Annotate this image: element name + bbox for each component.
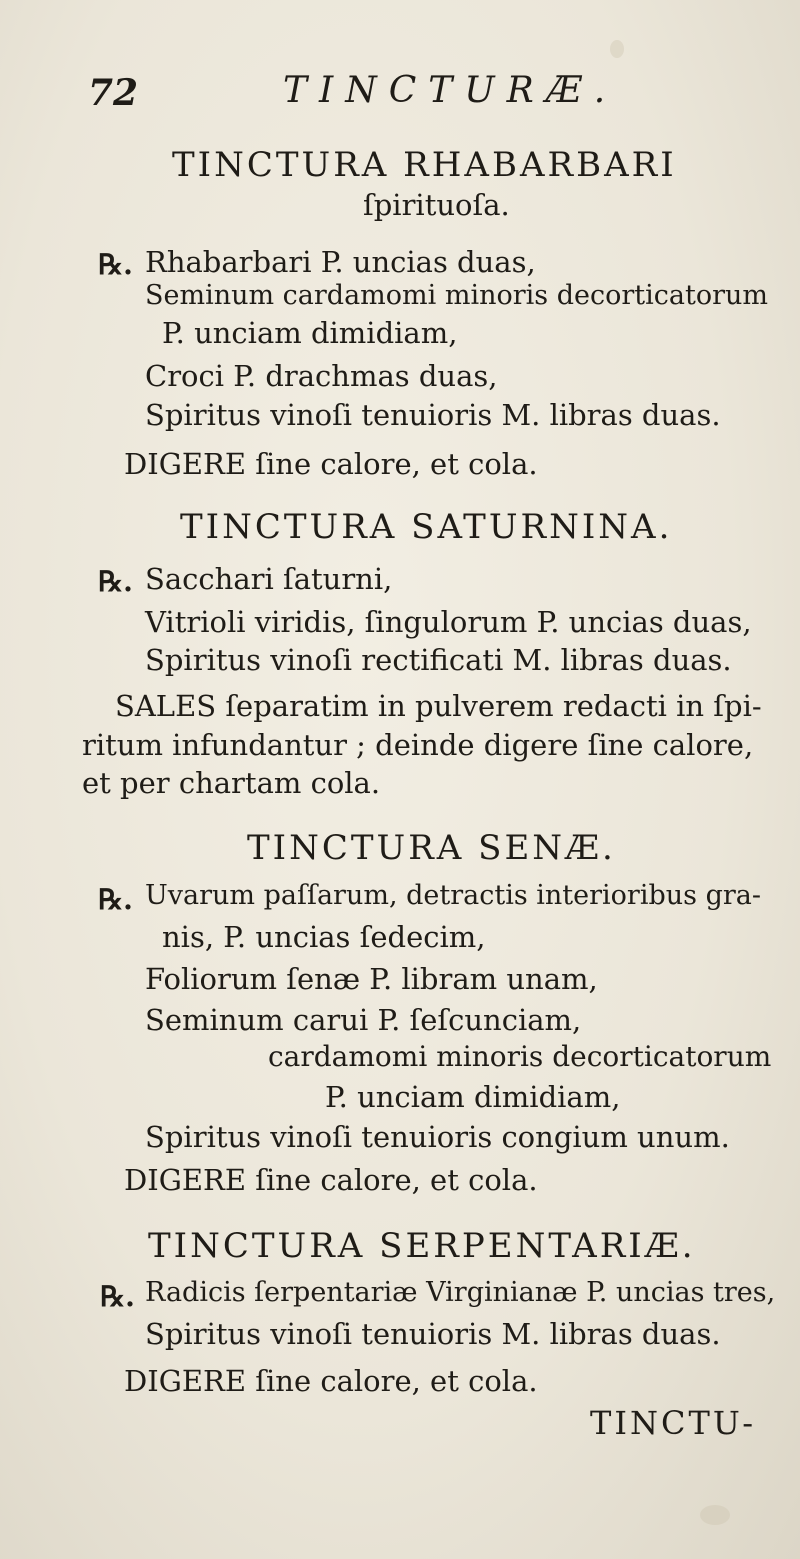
recipe-symbol: ℞. bbox=[98, 883, 133, 916]
direction-line: DIGERE ſine calore, et cola. bbox=[124, 1163, 538, 1197]
ingredient-line: Spiritus vinoſi tenuioris M. libras duas. bbox=[145, 398, 721, 432]
recipe-symbol: ℞. bbox=[98, 248, 133, 281]
direction-line: DIGERE ſine calore, et cola. bbox=[124, 1364, 538, 1398]
section-title: TINCTURA SENÆ. bbox=[247, 828, 616, 868]
paper-stain bbox=[610, 40, 624, 58]
direction-line: ritum infundantur ; deinde digere ſine calore, bbox=[82, 728, 754, 762]
section-title: TINCTURA SATURNINA. bbox=[180, 507, 673, 547]
ingredient-line: cardamomi minoris decorticatorum bbox=[268, 1040, 772, 1073]
section-subtitle: ſpirituoſa. bbox=[363, 188, 510, 222]
ingredient-line: Spiritus vinoſi tenuioris M. libras duas. bbox=[145, 1317, 721, 1351]
page-number: 72 bbox=[88, 72, 139, 114]
ingredient-line: Seminum carui P. ſeſcunciam, bbox=[145, 1003, 582, 1037]
ingredient-line: Vitrioli viridis, ſingulorum P. uncias duas, bbox=[145, 605, 752, 639]
ingredient-line: Croci P. drachmas duas, bbox=[145, 359, 498, 393]
running-title: TINCTURÆ. bbox=[283, 70, 618, 111]
ingredient-line: Spiritus vinoſi tenuioris congium unum. bbox=[145, 1120, 730, 1154]
ingredient-line: P. unciam dimidiam, bbox=[162, 316, 458, 350]
paper-stain bbox=[700, 1505, 730, 1525]
ingredient-line: P. unciam dimidiam, bbox=[325, 1080, 621, 1114]
section-title: TINCTURA RHABARBARI bbox=[172, 145, 677, 185]
direction-line: DIGERE ſine calore, et cola. bbox=[124, 447, 538, 481]
recipe-symbol: ℞. bbox=[98, 565, 133, 598]
section-title: TINCTURA SERPENTARIÆ. bbox=[148, 1226, 696, 1266]
ingredient-line: nis, P. uncias ſedecim, bbox=[162, 920, 486, 954]
recipe-symbol: ℞. bbox=[100, 1280, 135, 1313]
ingredient-line: Uvarum paſſarum, detractis interioribus gra- bbox=[145, 880, 761, 911]
ingredient-line: Seminum cardamomi minoris decorticatorum bbox=[145, 280, 768, 311]
direction-line: et per chartam cola. bbox=[82, 766, 381, 800]
ingredient-line: Spiritus vinoſi rectificati M. libras duas. bbox=[145, 643, 732, 677]
ingredient-line: Rhabarbari P. uncias duas, bbox=[145, 245, 536, 279]
ingredient-line: Radicis ſerpentariæ Virginianæ P. uncias tres, bbox=[145, 1277, 776, 1308]
ingredient-line: Sacchari ſaturni, bbox=[145, 562, 393, 596]
catchword: TINCTU- bbox=[590, 1404, 757, 1442]
ingredient-line: Foliorum ſenæ P. libram unam, bbox=[145, 962, 598, 996]
direction-line: SALES ſeparatim in pulverem redacti in ſpi- bbox=[115, 689, 762, 723]
